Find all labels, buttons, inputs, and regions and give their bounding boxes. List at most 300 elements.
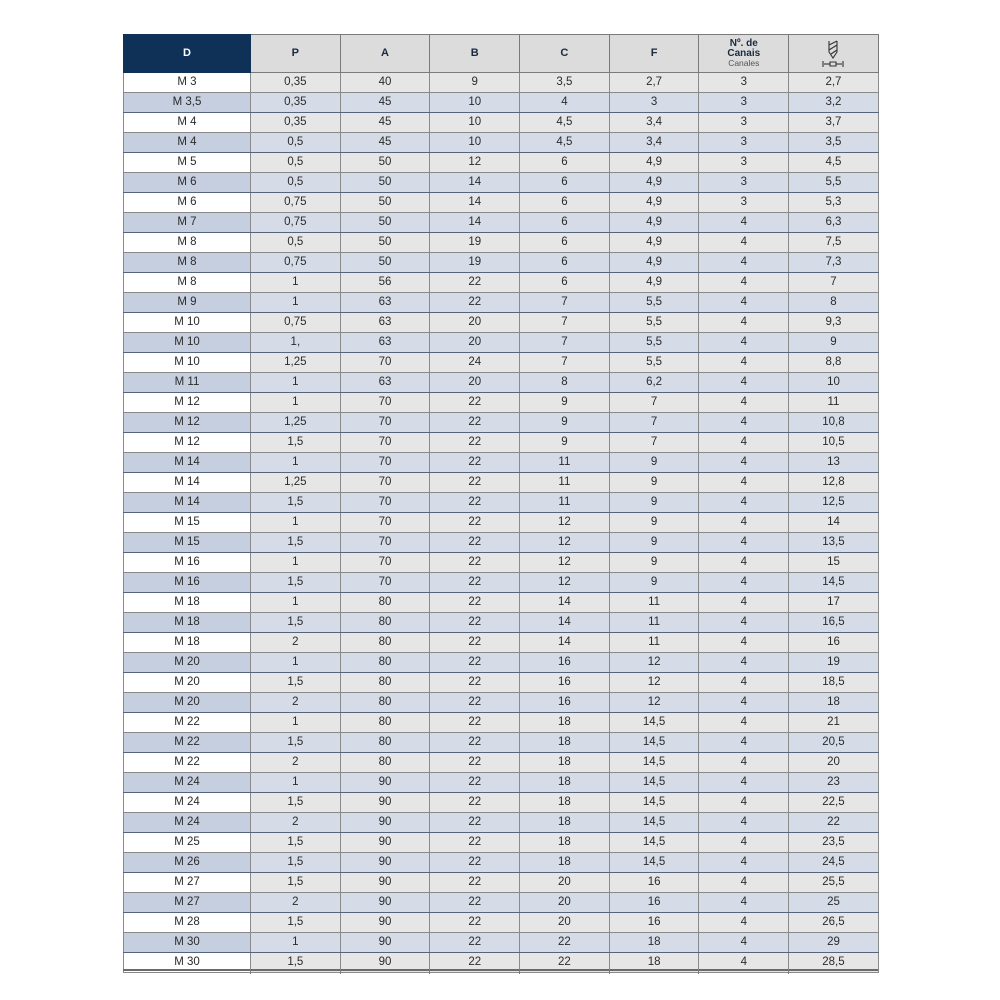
cell-c: 12: [520, 533, 610, 553]
cell-b: 22: [430, 593, 520, 613]
cell-f: 11: [609, 633, 699, 653]
column-tick: [429, 969, 430, 974]
cell-p: 1,5: [251, 833, 341, 853]
header-p: P: [251, 35, 341, 73]
column-tick: [250, 969, 251, 974]
cell-canais: 4: [699, 513, 789, 533]
cell-canais: 3: [699, 73, 789, 93]
cell-canais: 4: [699, 913, 789, 933]
cell-d: M 8: [124, 253, 251, 273]
cell-d: M 20: [124, 693, 251, 713]
cell-c: 16: [520, 693, 610, 713]
table-row: [124, 353, 879, 373]
cell-b: 22: [430, 293, 520, 313]
cell-canais: 3: [699, 93, 789, 113]
table-body: [124, 73, 879, 973]
cell-canais: 4: [699, 313, 789, 333]
cell-a: 63: [340, 293, 430, 313]
table-header: [124, 35, 879, 73]
cell-a: 56: [340, 273, 430, 293]
cell-c: 22: [520, 953, 610, 973]
table-row: [124, 293, 879, 313]
header-canais-line2: Canais: [727, 48, 761, 60]
cell-c: 12: [520, 513, 610, 533]
table-row: [124, 713, 879, 733]
cell-c: 4,5: [520, 133, 610, 153]
cell-p: 2: [251, 893, 341, 913]
cell-d: M 20: [124, 673, 251, 693]
cell-canais: 4: [699, 853, 789, 873]
cell-c: 9: [520, 393, 610, 413]
table-row: [124, 73, 879, 93]
cell-b: 22: [430, 773, 520, 793]
cell-f: 5,5: [609, 313, 699, 333]
table-row: [124, 733, 879, 753]
cell-d: M 20: [124, 653, 251, 673]
cell-a: 70: [340, 353, 430, 373]
cell-f: 14,5: [609, 773, 699, 793]
table-row: [124, 853, 879, 873]
table-row: [124, 233, 879, 253]
table-row: [124, 653, 879, 673]
table-row: [124, 333, 879, 353]
cell-d: M 8: [124, 273, 251, 293]
column-tick: [788, 969, 789, 974]
cell-d: M 3: [124, 73, 251, 93]
cell-p: 0,75: [251, 253, 341, 273]
cell-d: M 11: [124, 373, 251, 393]
cell-p: 1: [251, 453, 341, 473]
cell-drill: 5,5: [789, 173, 879, 193]
table-row: [124, 93, 879, 113]
cell-canais: 3: [699, 173, 789, 193]
table-row: [124, 573, 879, 593]
cell-d: M 10: [124, 353, 251, 373]
cell-d: M 14: [124, 493, 251, 513]
table-row: [124, 613, 879, 633]
cell-canais: 4: [699, 653, 789, 673]
table-row: [124, 193, 879, 213]
cell-a: 50: [340, 233, 430, 253]
cell-drill: 6,3: [789, 213, 879, 233]
cell-d: M 24: [124, 793, 251, 813]
cell-b: 22: [430, 793, 520, 813]
cell-a: 90: [340, 873, 430, 893]
cell-drill: 13: [789, 453, 879, 473]
cell-b: 10: [430, 113, 520, 133]
cell-d: M 22: [124, 733, 251, 753]
cell-c: 7: [520, 353, 610, 373]
cell-p: 1: [251, 933, 341, 953]
table-row: [124, 473, 879, 493]
cell-f: 14,5: [609, 833, 699, 853]
table-row: [124, 673, 879, 693]
cell-canais: 4: [699, 773, 789, 793]
cell-b: 22: [430, 433, 520, 453]
cell-canais: 3: [699, 113, 789, 133]
cell-d: M 10: [124, 313, 251, 333]
cell-d: M 24: [124, 773, 251, 793]
cell-f: 4,9: [609, 193, 699, 213]
cell-a: 80: [340, 593, 430, 613]
cell-drill: 7,3: [789, 253, 879, 273]
cell-b: 20: [430, 313, 520, 333]
cell-canais: 4: [699, 733, 789, 753]
cell-canais: 4: [699, 953, 789, 973]
cell-f: 5,5: [609, 353, 699, 373]
cell-c: 6: [520, 173, 610, 193]
cell-f: 11: [609, 613, 699, 633]
cell-d: M 7: [124, 213, 251, 233]
cell-f: 16: [609, 873, 699, 893]
cell-a: 80: [340, 613, 430, 633]
cell-canais: 4: [699, 693, 789, 713]
cell-c: 11: [520, 453, 610, 473]
table-row: [124, 913, 879, 933]
cell-p: 1,5: [251, 433, 341, 453]
cell-drill: 13,5: [789, 533, 879, 553]
cell-f: 3: [609, 93, 699, 113]
cell-drill: 20,5: [789, 733, 879, 753]
cell-a: 50: [340, 213, 430, 233]
cell-canais: 4: [699, 813, 789, 833]
cell-canais: 4: [699, 833, 789, 853]
cell-drill: 20: [789, 753, 879, 773]
cell-canais: 4: [699, 713, 789, 733]
cell-a: 90: [340, 913, 430, 933]
cell-c: 7: [520, 293, 610, 313]
cell-a: 80: [340, 733, 430, 753]
table-row: [124, 493, 879, 513]
cell-drill: 11: [789, 393, 879, 413]
cell-d: M 6: [124, 173, 251, 193]
cell-a: 70: [340, 573, 430, 593]
cell-p: 0,35: [251, 73, 341, 93]
cell-p: 1,5: [251, 673, 341, 693]
cell-d: M 18: [124, 633, 251, 653]
table-row: [124, 313, 879, 333]
cell-b: 20: [430, 373, 520, 393]
cell-canais: 4: [699, 753, 789, 773]
cell-b: 22: [430, 493, 520, 513]
cell-c: 4: [520, 93, 610, 113]
cell-p: 1: [251, 373, 341, 393]
cell-c: 12: [520, 553, 610, 573]
cell-canais: 4: [699, 793, 789, 813]
cell-canais: 4: [699, 293, 789, 313]
cell-c: 14: [520, 633, 610, 653]
cell-p: 1,5: [251, 853, 341, 873]
cell-p: 1,5: [251, 873, 341, 893]
cell-canais: 3: [699, 153, 789, 173]
cell-p: 1,25: [251, 413, 341, 433]
cell-f: 9: [609, 513, 699, 533]
column-tick: [698, 969, 699, 974]
cell-p: 1,5: [251, 493, 341, 513]
cell-p: 1: [251, 393, 341, 413]
cell-a: 80: [340, 713, 430, 733]
header-drill: [789, 35, 879, 73]
cell-c: 11: [520, 473, 610, 493]
cell-a: 45: [340, 133, 430, 153]
cell-c: 18: [520, 753, 610, 773]
cell-f: 9: [609, 493, 699, 513]
cell-a: 70: [340, 393, 430, 413]
cell-f: 7: [609, 413, 699, 433]
cell-f: 14,5: [609, 733, 699, 753]
cell-d: M 8: [124, 233, 251, 253]
header-canais-line3: Canales: [728, 58, 760, 69]
cell-d: M 18: [124, 593, 251, 613]
cell-d: M 30: [124, 933, 251, 953]
cell-f: 12: [609, 673, 699, 693]
cell-c: 7: [520, 333, 610, 353]
cell-b: 20: [430, 333, 520, 353]
cell-a: 50: [340, 173, 430, 193]
cell-canais: 4: [699, 613, 789, 633]
header-canais-line1: Nº. de: [729, 38, 758, 50]
cell-f: 3,4: [609, 133, 699, 153]
cell-p: 1,5: [251, 613, 341, 633]
cell-p: 0,5: [251, 133, 341, 153]
cell-p: 0,35: [251, 113, 341, 133]
cell-f: 9: [609, 553, 699, 573]
cell-drill: 3,5: [789, 133, 879, 153]
cell-d: M 26: [124, 853, 251, 873]
cell-canais: 4: [699, 873, 789, 893]
cell-d: M 16: [124, 573, 251, 593]
cell-b: 12: [430, 153, 520, 173]
cell-drill: 22,5: [789, 793, 879, 813]
cell-c: 18: [520, 853, 610, 873]
cell-drill: 3,2: [789, 93, 879, 113]
cell-d: M 27: [124, 873, 251, 893]
cell-p: 0,5: [251, 153, 341, 173]
cell-c: 20: [520, 893, 610, 913]
cell-c: 18: [520, 713, 610, 733]
cell-p: 1,5: [251, 573, 341, 593]
cell-b: 22: [430, 413, 520, 433]
cell-b: 14: [430, 193, 520, 213]
cell-c: 18: [520, 733, 610, 753]
cell-d: M 9: [124, 293, 251, 313]
header-canais: [699, 35, 789, 73]
cell-b: 22: [430, 953, 520, 973]
cell-c: 20: [520, 913, 610, 933]
cell-canais: 4: [699, 273, 789, 293]
cell-p: 0,35: [251, 93, 341, 113]
cell-drill: 24,5: [789, 853, 879, 873]
cell-p: 2: [251, 813, 341, 833]
cell-f: 9: [609, 453, 699, 473]
cell-f: 12: [609, 653, 699, 673]
cell-f: 9: [609, 573, 699, 593]
cell-b: 22: [430, 853, 520, 873]
cell-f: 7: [609, 393, 699, 413]
cell-canais: 4: [699, 233, 789, 253]
cell-b: 22: [430, 753, 520, 773]
cell-a: 80: [340, 753, 430, 773]
cell-p: 1: [251, 553, 341, 573]
cell-drill: 29: [789, 933, 879, 953]
table-row: [124, 373, 879, 393]
cell-p: 1: [251, 513, 341, 533]
cell-drill: 18: [789, 693, 879, 713]
cell-f: 9: [609, 473, 699, 493]
cell-f: 16: [609, 893, 699, 913]
table-row: [124, 793, 879, 813]
cell-drill: 12,8: [789, 473, 879, 493]
cell-p: 1,5: [251, 733, 341, 753]
cell-p: 0,75: [251, 213, 341, 233]
cell-drill: 10,8: [789, 413, 879, 433]
cell-drill: 12,5: [789, 493, 879, 513]
cell-b: 22: [430, 513, 520, 533]
cell-f: 4,9: [609, 153, 699, 173]
cell-c: 12: [520, 573, 610, 593]
cell-a: 50: [340, 153, 430, 173]
header-c: C: [520, 35, 610, 73]
cell-p: 0,5: [251, 173, 341, 193]
cell-a: 45: [340, 113, 430, 133]
cell-c: 6: [520, 213, 610, 233]
cell-a: 40: [340, 73, 430, 93]
cell-a: 70: [340, 553, 430, 573]
cell-canais: 4: [699, 493, 789, 513]
cell-canais: 4: [699, 473, 789, 493]
cell-drill: 3,7: [789, 113, 879, 133]
table-row: [124, 253, 879, 273]
cell-p: 2: [251, 753, 341, 773]
cell-drill: 15: [789, 553, 879, 573]
cell-a: 70: [340, 453, 430, 473]
cell-canais: 4: [699, 393, 789, 413]
cell-f: 4,9: [609, 253, 699, 273]
drill-bit-icon: [818, 39, 848, 69]
cell-a: 80: [340, 653, 430, 673]
cell-p: 1: [251, 653, 341, 673]
cell-a: 90: [340, 933, 430, 953]
cell-b: 22: [430, 673, 520, 693]
cell-drill: 4,5: [789, 153, 879, 173]
cell-f: 14,5: [609, 813, 699, 833]
header-b: B: [430, 35, 520, 73]
cell-f: 4,9: [609, 213, 699, 233]
table-row: [124, 933, 879, 953]
cell-d: M 28: [124, 913, 251, 933]
table-row: [124, 693, 879, 713]
cell-canais: 3: [699, 133, 789, 153]
cell-b: 22: [430, 573, 520, 593]
table-row: [124, 413, 879, 433]
cell-d: M 30: [124, 953, 251, 973]
cell-a: 90: [340, 833, 430, 853]
cell-p: 1,5: [251, 953, 341, 973]
cell-f: 12: [609, 693, 699, 713]
table-row: [124, 633, 879, 653]
cell-d: M 27: [124, 893, 251, 913]
cell-b: 19: [430, 253, 520, 273]
cell-c: 14: [520, 613, 610, 633]
header-a: A: [340, 35, 430, 73]
cell-f: 2,7: [609, 73, 699, 93]
cell-f: 18: [609, 953, 699, 973]
cell-c: 18: [520, 833, 610, 853]
cell-c: 16: [520, 653, 610, 673]
cell-a: 90: [340, 893, 430, 913]
cell-a: 50: [340, 253, 430, 273]
cell-d: M 10: [124, 333, 251, 353]
cell-b: 22: [430, 653, 520, 673]
cell-d: M 4: [124, 113, 251, 133]
cell-drill: 17: [789, 593, 879, 613]
cell-p: 1,25: [251, 473, 341, 493]
cell-c: 9: [520, 433, 610, 453]
cell-a: 50: [340, 193, 430, 213]
cell-b: 9: [430, 73, 520, 93]
cell-drill: 18,5: [789, 673, 879, 693]
cell-drill: 28,5: [789, 953, 879, 973]
table-row: [124, 133, 879, 153]
cell-drill: 10: [789, 373, 879, 393]
cell-drill: 26,5: [789, 913, 879, 933]
cell-a: 70: [340, 533, 430, 553]
table-row: [124, 393, 879, 413]
cell-a: 70: [340, 413, 430, 433]
cell-b: 22: [430, 913, 520, 933]
table-row: [124, 813, 879, 833]
cell-b: 22: [430, 453, 520, 473]
cell-b: 14: [430, 173, 520, 193]
cell-p: 0,75: [251, 193, 341, 213]
cell-d: M 16: [124, 553, 251, 573]
cell-canais: 4: [699, 553, 789, 573]
cell-canais: 4: [699, 413, 789, 433]
cell-canais: 4: [699, 213, 789, 233]
cell-c: 22: [520, 933, 610, 953]
cell-p: 1: [251, 273, 341, 293]
cell-a: 70: [340, 513, 430, 533]
cell-c: 14: [520, 593, 610, 613]
cell-drill: 8: [789, 293, 879, 313]
cell-p: 1,5: [251, 913, 341, 933]
cell-b: 22: [430, 633, 520, 653]
cell-canais: 4: [699, 353, 789, 373]
cell-b: 22: [430, 833, 520, 853]
table-row: [124, 833, 879, 853]
cell-d: M 25: [124, 833, 251, 853]
cell-f: 4,9: [609, 233, 699, 253]
cell-c: 9: [520, 413, 610, 433]
cell-f: 16: [609, 913, 699, 933]
thread-spec-table: [123, 34, 879, 973]
header-d: D: [124, 35, 251, 73]
cell-a: 70: [340, 473, 430, 493]
cell-a: 90: [340, 793, 430, 813]
cell-f: 5,5: [609, 293, 699, 313]
cell-p: 1: [251, 293, 341, 313]
table-row: [124, 873, 879, 893]
cell-c: 18: [520, 793, 610, 813]
cell-drill: 14,5: [789, 573, 879, 593]
cell-canais: 4: [699, 453, 789, 473]
cell-b: 22: [430, 733, 520, 753]
cell-f: 14,5: [609, 713, 699, 733]
cell-p: 1: [251, 773, 341, 793]
cell-f: 3,4: [609, 113, 699, 133]
cell-f: 4,9: [609, 173, 699, 193]
cell-f: 5,5: [609, 333, 699, 353]
